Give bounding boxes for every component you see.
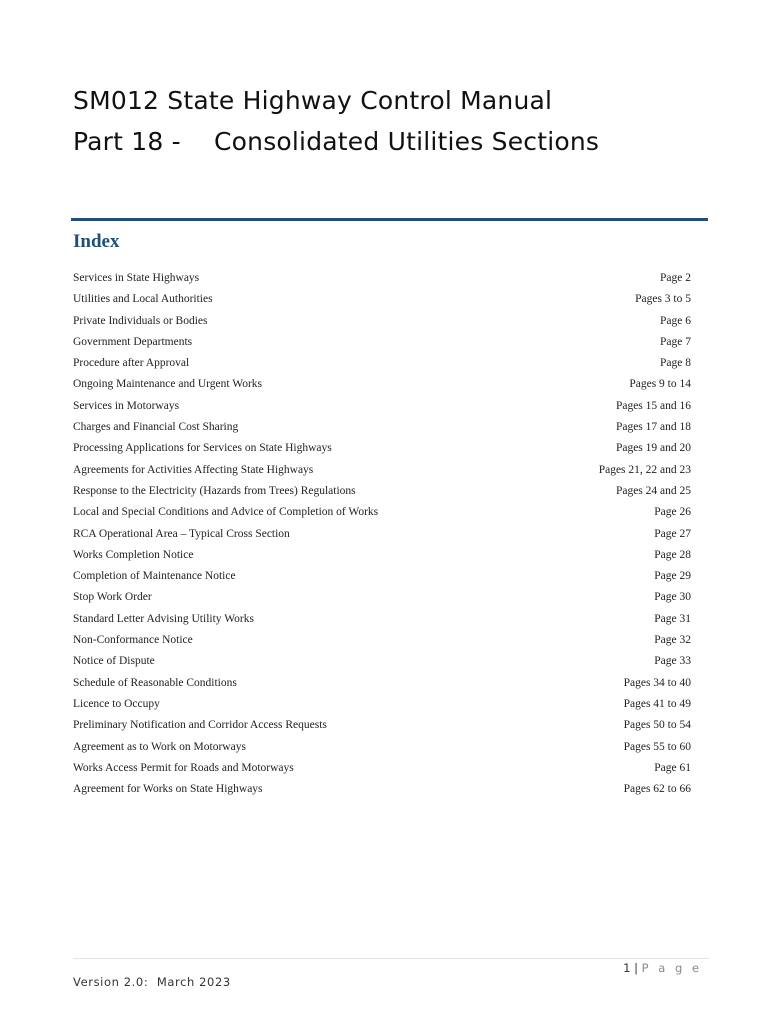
index-entry bbox=[73, 485, 691, 506]
index-entry bbox=[73, 741, 691, 762]
index-entry-pages: Pages 9 to 14 bbox=[629, 378, 691, 391]
index-entry-label: Services in State Highways bbox=[73, 272, 200, 284]
index-entry bbox=[73, 315, 691, 336]
index-entry bbox=[73, 783, 691, 804]
index-entry-label: Response to the Electricity (Hazards from Trees) Regulations bbox=[73, 484, 356, 497]
index-heading: Index bbox=[73, 231, 120, 252]
index-entry-label: Preliminary Notification and Corridor Access Requests bbox=[73, 719, 327, 732]
index-entry-label: Utilities and Local Authorities bbox=[73, 293, 213, 306]
index-entry-pages: Pages 21, 22 and 23 bbox=[598, 463, 691, 476]
index-entry-label: Procedure after Approval bbox=[73, 357, 190, 370]
index-entry bbox=[73, 762, 691, 783]
index-entry-pages: Page 32 bbox=[654, 634, 691, 647]
index-entry-label: Schedule of Reasonable Conditions bbox=[73, 676, 237, 689]
index-entry-pages: Page 28 bbox=[654, 548, 691, 561]
index-entry-label: Non-Conformance Notice bbox=[73, 634, 193, 647]
index-entry-pages: Page 31 bbox=[654, 612, 691, 625]
index-entry-pages: Pages 24 and 25 bbox=[615, 484, 691, 497]
index-entry bbox=[73, 549, 691, 570]
index-entry bbox=[73, 591, 691, 612]
index-entry-pages: Page 30 bbox=[654, 591, 691, 604]
index-entry-label: Agreement for Works on State Highways bbox=[73, 783, 263, 796]
index-entry bbox=[73, 613, 691, 634]
index-entry bbox=[73, 464, 691, 485]
index-entry-pages: Page 29 bbox=[654, 570, 691, 583]
index-entry bbox=[73, 442, 691, 463]
part-number: Part 18 - bbox=[73, 127, 181, 156]
page-number-value: 1 bbox=[623, 961, 631, 975]
index-entry-pages: Page 8 bbox=[660, 357, 691, 370]
title-divider bbox=[71, 218, 708, 221]
part-title: Consolidated Utilities Sections bbox=[214, 127, 600, 156]
index-entry bbox=[73, 719, 691, 740]
page-number-separator: | bbox=[630, 961, 642, 975]
index-entry-label: Agreement as to Work on Motorways bbox=[73, 740, 246, 753]
index-entry-label: Stop Work Order bbox=[73, 591, 152, 604]
index-entry-label: Works Access Permit for Roads and Motorways bbox=[73, 761, 294, 774]
index-entry bbox=[73, 293, 691, 314]
index-entry bbox=[73, 357, 691, 378]
index-entry-pages: Pages 3 to 5 bbox=[635, 293, 691, 306]
document-subtitle bbox=[73, 127, 599, 156]
index-entry-label: Works Completion Notice bbox=[73, 548, 194, 561]
index-entry-pages: Page 27 bbox=[654, 527, 691, 540]
index-entry bbox=[73, 400, 691, 421]
index-entry-label: Notice of Dispute bbox=[73, 655, 155, 668]
index-entry-pages: Pages 17 and 18 bbox=[615, 421, 691, 434]
index-entry-pages: Pages 19 and 20 bbox=[615, 442, 691, 455]
index-entry-label: Standard Letter Advising Utility Works bbox=[73, 612, 254, 625]
index-entry-pages: Pages 15 and 16 bbox=[615, 399, 691, 412]
index-entry bbox=[73, 570, 691, 591]
index-list bbox=[73, 272, 691, 804]
index-entry-pages: Page 61 bbox=[654, 761, 691, 774]
index-entry-label: RCA Operational Area – Typical Cross Section bbox=[73, 527, 290, 540]
index-entry bbox=[73, 655, 691, 676]
index-entry bbox=[73, 634, 691, 655]
index-entry bbox=[73, 378, 691, 399]
index-entry-label: Completion of Maintenance Notice bbox=[73, 570, 236, 583]
index-entry-pages: Pages 41 to 49 bbox=[623, 697, 691, 710]
index-entry-pages: Page 7 bbox=[660, 335, 691, 348]
index-entry-pages: Pages 50 to 54 bbox=[623, 719, 691, 732]
version-label: Version 2.0: March 2023 bbox=[73, 975, 231, 989]
index-entry bbox=[73, 336, 691, 357]
index-entry-label: Licence to Occupy bbox=[73, 697, 160, 710]
index-entry-label: Private Individuals or Bodies bbox=[73, 314, 208, 327]
index-entry bbox=[73, 528, 691, 549]
index-entry bbox=[73, 272, 691, 293]
index-entry bbox=[73, 698, 691, 719]
page-number bbox=[623, 961, 702, 975]
index-entry-pages: Pages 55 to 60 bbox=[623, 740, 691, 753]
index-entry-label: Services in Motorways bbox=[73, 399, 180, 412]
index-entry-pages: Pages 62 to 66 bbox=[623, 783, 691, 796]
index-entry bbox=[73, 677, 691, 698]
document-title: SM012 State Highway Control Manual bbox=[73, 86, 553, 115]
index-entry-pages: Page 33 bbox=[654, 655, 691, 668]
index-entry-label: Government Departments bbox=[73, 335, 193, 348]
index-entry-label: Local and Special Conditions and Advice of Completion of Works bbox=[73, 506, 379, 519]
footer-divider bbox=[73, 958, 709, 959]
index-entry-pages: Page 26 bbox=[654, 506, 691, 519]
index-entry-label: Charges and Financial Cost Sharing bbox=[73, 421, 239, 434]
index-entry-pages: Page 2 bbox=[660, 272, 691, 284]
index-entry-label: Agreements for Activities Affecting State Highways bbox=[73, 463, 314, 476]
index-entry-pages: Pages 34 to 40 bbox=[623, 676, 691, 689]
index-entry-pages: Page 6 bbox=[660, 314, 691, 327]
index-entry bbox=[73, 506, 691, 527]
index-entry-label: Processing Applications for Services on State Highways bbox=[73, 442, 332, 455]
index-entry bbox=[73, 421, 691, 442]
page-word: P a g e bbox=[641, 961, 702, 975]
index-entry-label: Ongoing Maintenance and Urgent Works bbox=[73, 378, 262, 391]
